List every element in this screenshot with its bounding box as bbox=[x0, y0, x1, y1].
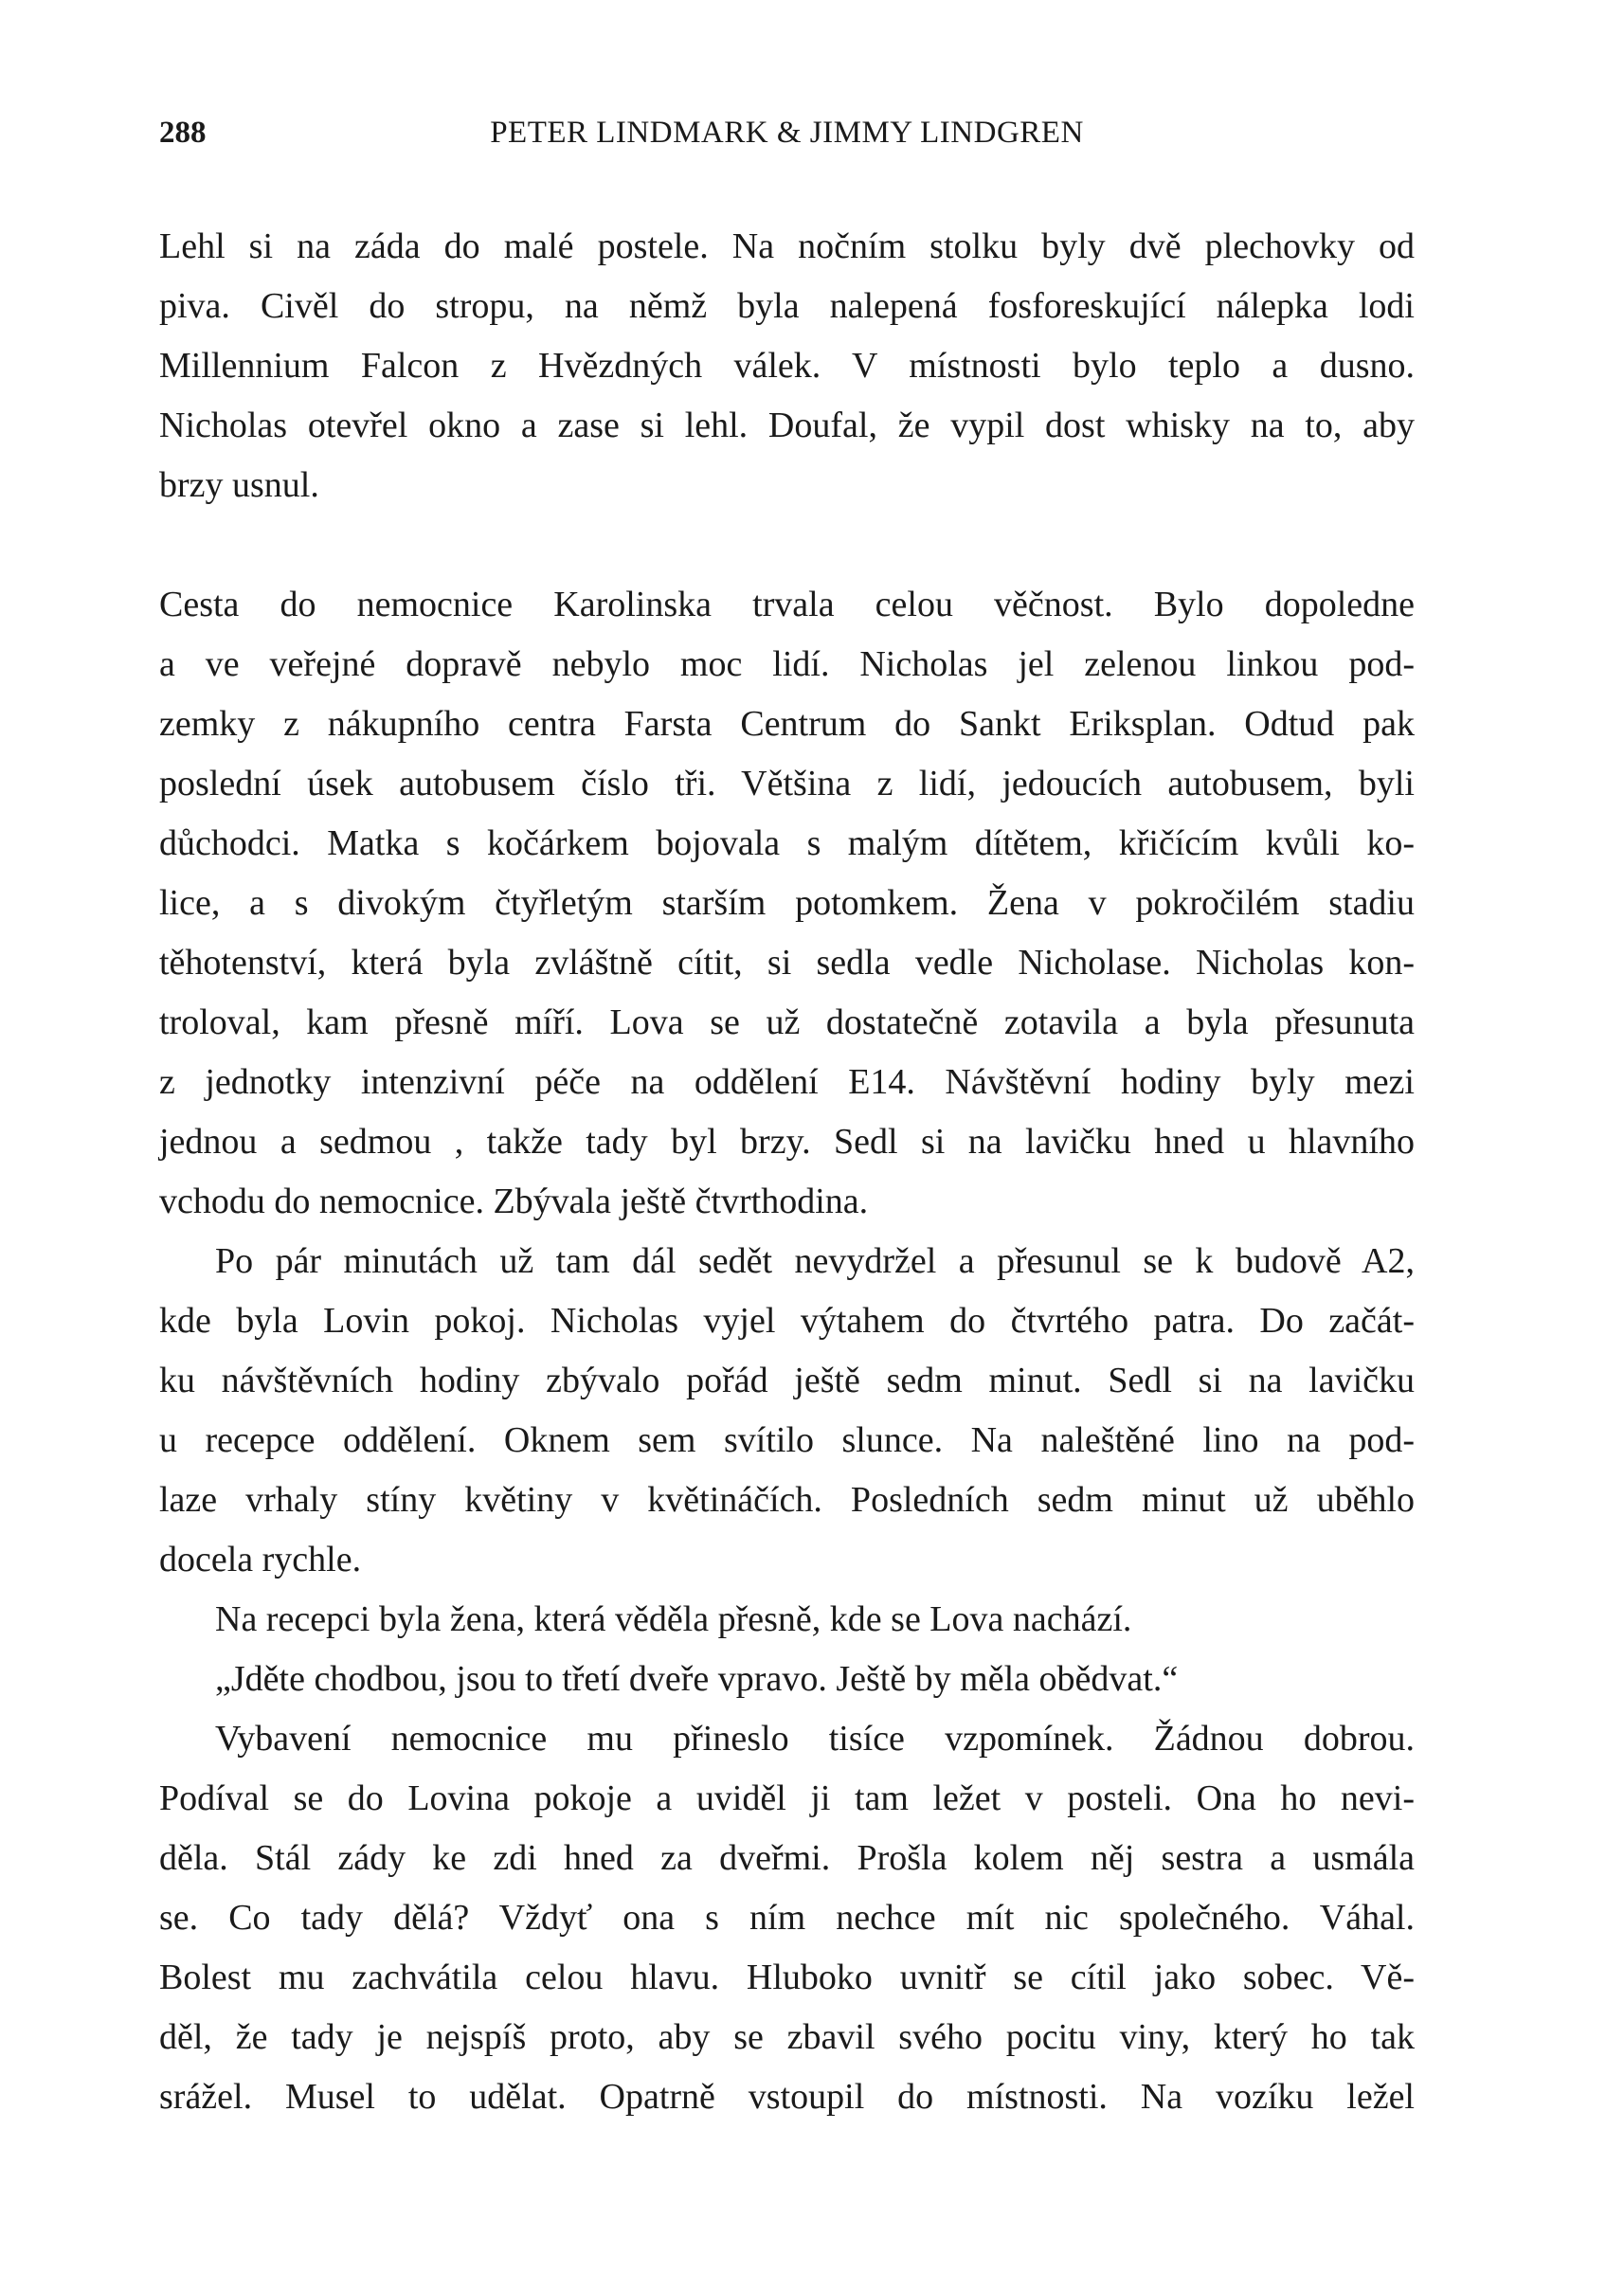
text-line: vchodu do nemocnice. Zbývala ještě čtvrthodina. bbox=[159, 1182, 869, 1221]
text-line: Bolest mu zachvátila celou hlavu. Hluboko uvnitř se cítil jako sobec. Vě- bbox=[159, 1958, 1415, 1997]
text-line: Vybavení nemocnice mu přineslo tisíce vzpomínek. Žádnou dobrou. bbox=[215, 1719, 1415, 1759]
paragraph bbox=[159, 1232, 1415, 1590]
text-line: děl, že tady je nejspíš proto, aby se zbavil svého pocitu viny, který ho tak bbox=[159, 2017, 1415, 2057]
text-line: jednou a sedmou , takže tady byl brzy. Sedl si na lavičku hned u hlavního bbox=[159, 1122, 1415, 1162]
text-line: laze vrhaly stíny květiny v květináčích. Posledních sedm minut už uběhlo bbox=[159, 1480, 1415, 1520]
text-line: se. Co tady dělá? Vždyť ona s ním nechce mít nic společného. Váhal. bbox=[159, 1898, 1415, 1938]
text-line: Podíval se do Lovina pokoje a uviděl ji tam ležet v posteli. Ona ho nevi- bbox=[159, 1778, 1415, 1818]
paragraph bbox=[159, 1709, 1415, 2127]
text-line: zemky z nákupního centra Farsta Centrum do Sankt Eriksplan. Odtud pak bbox=[159, 704, 1415, 744]
text-line: Na recepci byla žena, která věděla přesně, kde se Lova nachází. bbox=[215, 1599, 1132, 1639]
section-break bbox=[159, 515, 1415, 575]
text-line: důchodci. Matka s kočárkem bojovala s malým dítětem, křičícím kvůli ko- bbox=[159, 823, 1415, 863]
page-number: 288 bbox=[159, 116, 207, 150]
text-line: srážel. Musel to udělat. Opatrně vstoupil do místnosti. Na vozíku ležel bbox=[159, 2077, 1415, 2117]
text-line: Lehl si na záda do malé postele. Na nočním stolku byly dvě plechovky od bbox=[159, 226, 1415, 266]
text-line: děla. Stál zády ke zdi hned za dveřmi. Prošla kolem něj sestra a usmála bbox=[159, 1838, 1415, 1878]
text-line: brzy usnul. bbox=[159, 465, 319, 505]
text-line: ku návštěvních hodiny zbývalo pořád ještě sedm minut. Sedl si na lavičku bbox=[159, 1361, 1415, 1400]
text-line: Po pár minutách už tam dál sedět nevydržel a přesunul se k budově A2, bbox=[215, 1241, 1415, 1281]
paragraph bbox=[159, 1650, 1415, 1709]
text-line: „Jděte chodbou, jsou to třetí dveře vpravo. Ještě by měla obědvat.“ bbox=[215, 1659, 1179, 1699]
text-line: z jednotky intenzivní péče na oddělení E14. Návštěvní hodiny byly mezi bbox=[159, 1062, 1415, 1102]
paragraph bbox=[159, 575, 1415, 1232]
text-line: a ve veřejné dopravě nebylo moc lidí. Nicholas jel zelenou linkou pod- bbox=[159, 644, 1415, 684]
text-line: Nicholas otevřel okno a zase si lehl. Doufal, že vypil dost whisky na to, aby bbox=[159, 406, 1415, 445]
text-line: kde byla Lovin pokoj. Nicholas vyjel výtahem do čtvrtého patra. Do začát- bbox=[159, 1301, 1415, 1341]
text-line: těhotenství, která byla zvláštně cítit, si sedla vedle Nicholase. Nicholas kon- bbox=[159, 943, 1415, 983]
paragraph bbox=[159, 217, 1415, 515]
text-line: lice, a s divokým čtyřletým starším potomkem. Žena v pokročilém stadiu bbox=[159, 883, 1415, 923]
text-line: piva. Civěl do stropu, na němž byla nalepená fosforeskující nálepka lodi bbox=[159, 286, 1415, 326]
text-line: poslední úsek autobusem číslo tři. Většina z lidí, jedoucích autobusem, byli bbox=[159, 764, 1415, 803]
text-line: troloval, kam přesně míří. Lova se už dostatečně zotavila a byla přesunuta bbox=[159, 1002, 1415, 1042]
body-text bbox=[159, 217, 1415, 2127]
text-line: u recepce oddělení. Oknem sem svítilo slunce. Na naleštěné lino na pod- bbox=[159, 1420, 1415, 1460]
text-line: Millennium Falcon z Hvězdných válek. V místnosti bylo teplo a dusno. bbox=[159, 346, 1415, 386]
running-header bbox=[159, 112, 1415, 153]
paragraph bbox=[159, 1590, 1415, 1650]
text-line: docela rychle. bbox=[159, 1540, 362, 1579]
running-title: PETER LINDMARK & JIMMY LINDGREN bbox=[490, 116, 1084, 150]
text-line: Cesta do nemocnice Karolinska trvala celou věčnost. Bylo dopoledne bbox=[159, 585, 1415, 624]
